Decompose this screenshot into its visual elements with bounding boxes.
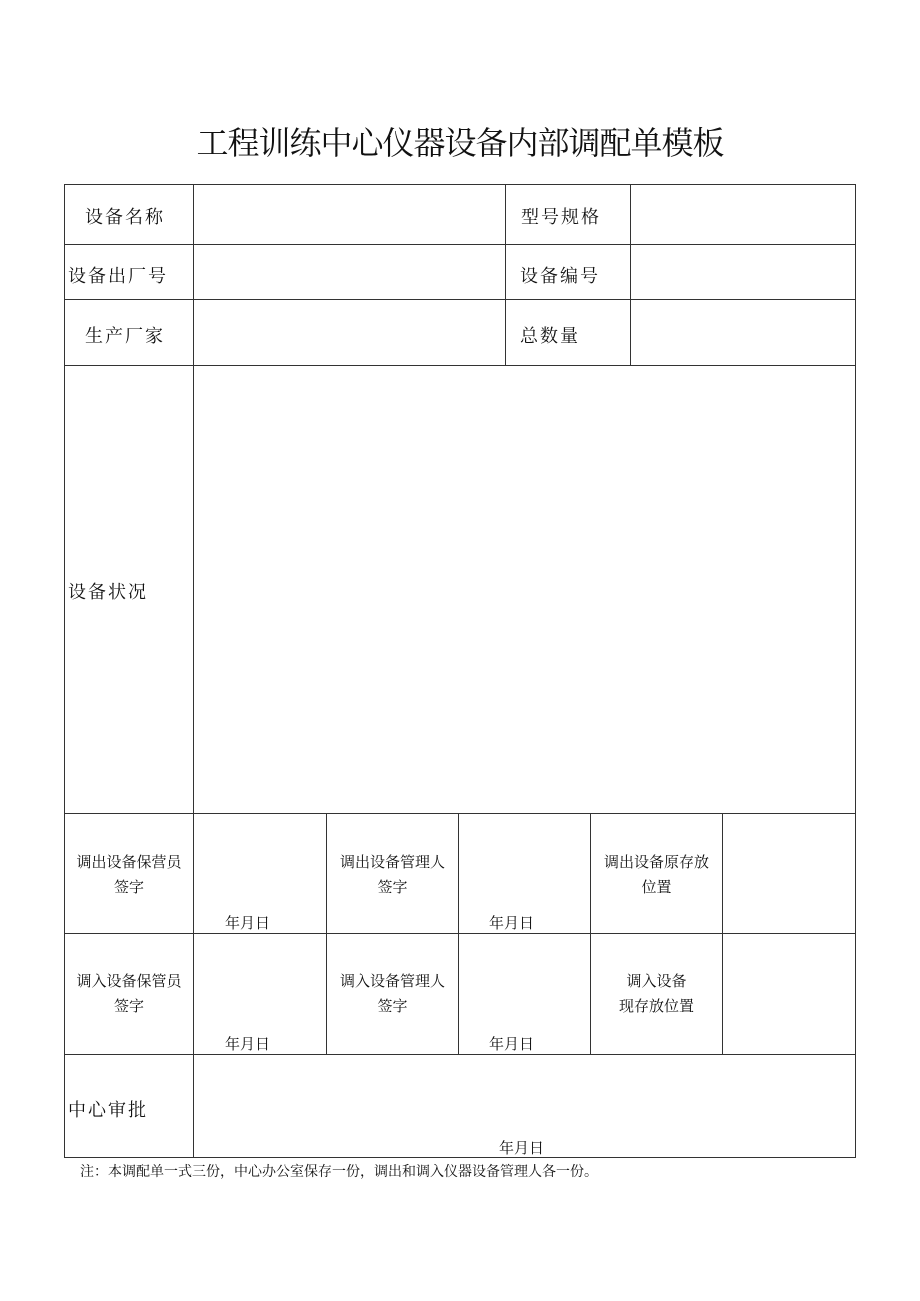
device-condition-field[interactable] bbox=[194, 366, 855, 813]
device-number-field[interactable] bbox=[631, 245, 855, 299]
serial-number-field[interactable] bbox=[194, 245, 505, 299]
device-name-label: 设备名称 bbox=[85, 207, 165, 228]
col-divider bbox=[505, 185, 506, 365]
in-location-field[interactable] bbox=[723, 934, 855, 1054]
out-manager-label: 调出设备管理人 签字 bbox=[339, 853, 445, 896]
total-quantity-field[interactable] bbox=[631, 300, 855, 365]
in-keeper-date: 年月日 bbox=[225, 1035, 271, 1053]
serial-number-label: 设备出厂号 bbox=[68, 266, 168, 287]
out-location-label: 调出设备原存放 位置 bbox=[603, 853, 709, 896]
approval-label: 中心审批 bbox=[68, 1100, 148, 1121]
device-number-label: 设备编号 bbox=[520, 266, 600, 287]
manufacturer-field[interactable] bbox=[194, 300, 505, 365]
device-name-field[interactable] bbox=[194, 185, 505, 244]
out-location-field[interactable] bbox=[723, 814, 855, 933]
in-manager-date: 年月日 bbox=[489, 1035, 535, 1053]
allocation-form bbox=[64, 184, 856, 1158]
footnote: 注：本调配单一式三份，中心办公室保存一份，调出和调入仪器设备管理人各一份。 bbox=[80, 1164, 598, 1180]
out-keeper-date: 年月日 bbox=[225, 914, 271, 932]
manufacturer-label: 生产厂家 bbox=[85, 326, 165, 347]
total-quantity-label: 总数量 bbox=[520, 326, 580, 347]
page-title: 工程训练中心仪器设备内部调配单模板 bbox=[196, 124, 724, 162]
model-spec-field[interactable] bbox=[631, 185, 855, 244]
approval-date: 年月日 bbox=[499, 1139, 545, 1157]
out-manager-date: 年月日 bbox=[489, 914, 535, 932]
in-manager-label: 调入设备管理人 签字 bbox=[339, 972, 445, 1015]
in-keeper-label: 调入设备保管员 签字 bbox=[76, 972, 182, 1015]
device-condition-label: 设备状况 bbox=[68, 582, 148, 603]
in-location-label: 调入设备 现存放位置 bbox=[618, 972, 694, 1015]
out-keeper-label: 调出设备保营员 签字 bbox=[76, 853, 182, 896]
model-spec-label: 型号规格 bbox=[521, 207, 601, 228]
